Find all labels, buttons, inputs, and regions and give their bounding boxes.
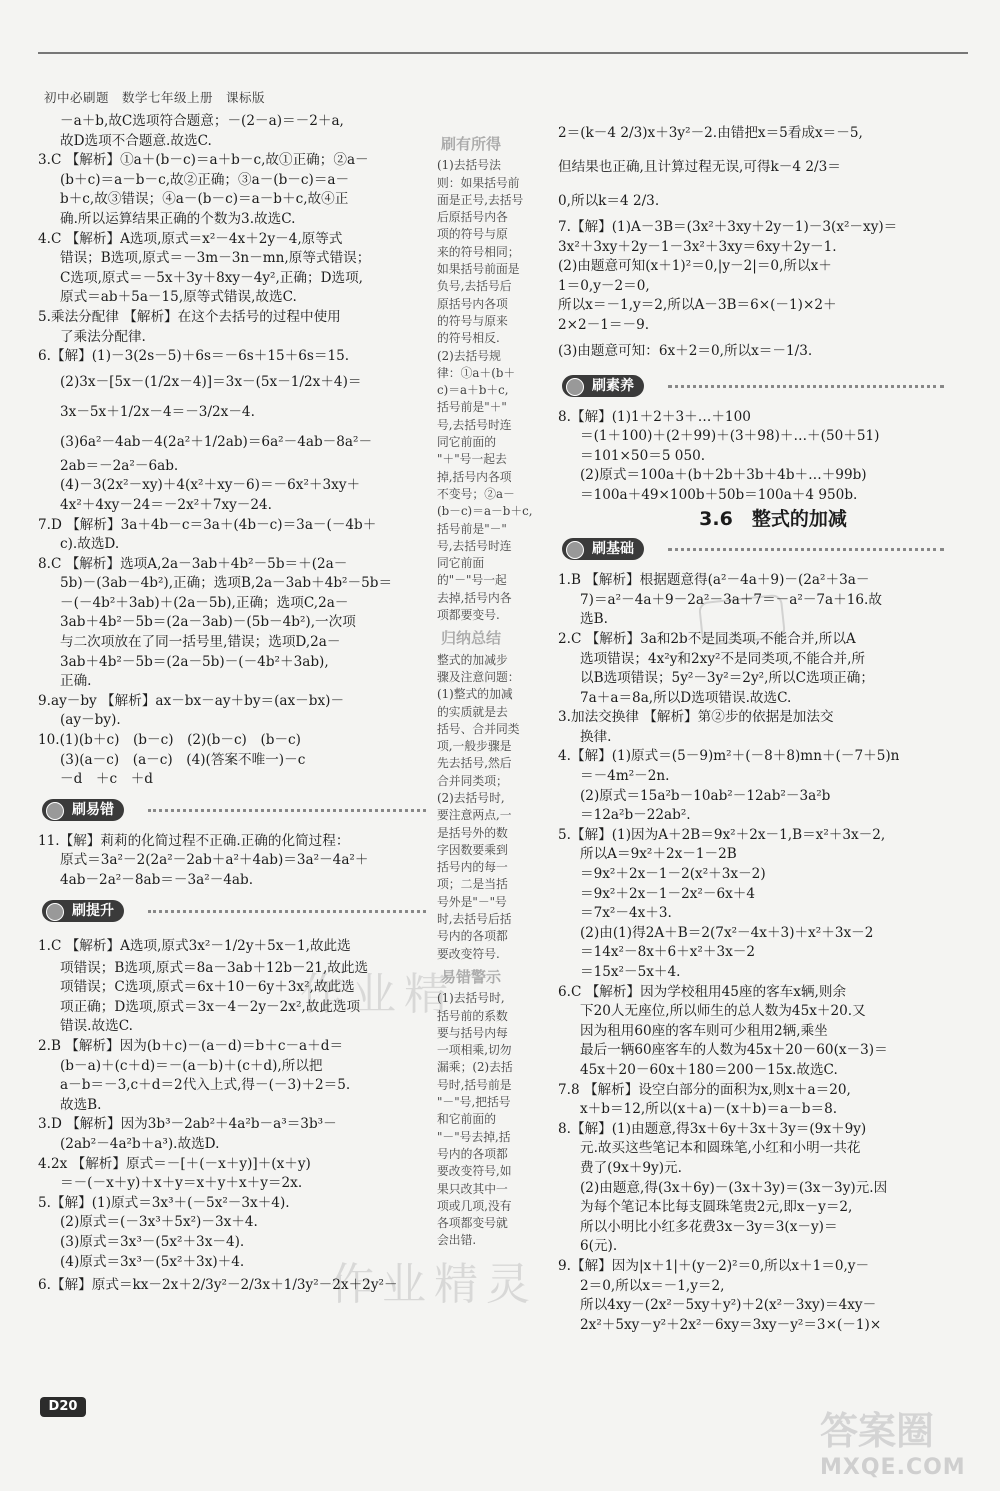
- answer-line: 原式＝ab＋5a－15,原等式错误,故选C.: [60, 289, 297, 306]
- answer-line: 45x＋20－60x＋180＝200－15x.故选C.: [580, 1061, 838, 1078]
- answer-line: (3)6a²－4ab－4(2a²＋1/2ab)＝6a²－4ab－8a²－: [60, 433, 373, 450]
- answer-line: 5.【解】(1)因为A＋2B＝9x²＋2x－1,B＝x²＋3x－2,: [558, 826, 886, 843]
- note-line: 原括号内各项: [437, 296, 508, 311]
- tag-band-suyang: [558, 372, 948, 400]
- answer-line: 故D选项不合题意.故选C.: [60, 132, 212, 149]
- answer-line: 1.C 【解析】A选项,原式3x²－1/2y＋5x－1,故此选: [38, 937, 351, 954]
- answer-line: 7.D 【解析】3a＋4b－c＝3a＋(4b－c)＝3a－(－4b＋: [38, 516, 377, 533]
- answer-line: 2＝0,所以x＝－1,y＝2,: [580, 1277, 725, 1294]
- note-block-a: [437, 157, 549, 624]
- note-line: (1)去括号时,: [437, 991, 505, 1006]
- note-line: 后原括号内各: [437, 210, 508, 225]
- watermark-site: MXQE.COM: [820, 1455, 966, 1480]
- answer-line: 11.【解】莉莉的化简过程不正确.正确的化简过程：: [38, 832, 350, 849]
- dotted-rule: [668, 548, 944, 551]
- note-line: 项；二是当括: [437, 877, 508, 892]
- answer-line: －(－4b²＋3ab)＋(2a－5b),正确；选项C,2a－: [60, 594, 349, 611]
- note-line: 是括号外的数: [437, 825, 508, 840]
- answer-line: 项正确；D选项,原式＝3x－4－2y－2x²,故此选项: [60, 998, 361, 1015]
- answer-line: ＝－4m²－2n.: [580, 768, 670, 785]
- answer-line: 选B.: [580, 611, 608, 628]
- note-line: 要注意两点,一: [437, 808, 512, 823]
- answer-line: 5.【解】(1)原式＝3x³＋(－5x²－3x＋4).: [38, 1194, 290, 1211]
- answer-line: (ay－by).: [60, 712, 121, 729]
- answer-line: ＝－(－x＋y)＋x＋y＝x＋y＋x＋y＝2x.: [60, 1175, 303, 1192]
- answer-line: 10.(1)(b＋c) (b－c) (2)(b－c) (b－c): [38, 732, 301, 749]
- note-line: (1)整式的加减: [437, 687, 513, 702]
- note-line: (2)去括号规: [437, 348, 501, 363]
- left-block-a: [38, 112, 430, 790]
- answer-line: 6(元).: [580, 1238, 618, 1255]
- answer-line: 8.【解】(1)由题意,得3x＋6y＋3x＋3y＝(9x＋9y): [558, 1120, 867, 1137]
- answer-line: ＝101×50＝5 050.: [580, 447, 706, 464]
- answer-line: ＝9x²＋2x－1－2x²－6x＋4: [580, 885, 756, 902]
- answer-line: 7.【解】(1)A－3B＝(3x²＋3xy＋2y－1)－3(x²－xy)＝: [558, 219, 898, 235]
- note-line: "－"号,把括号: [437, 1095, 511, 1110]
- note-line: 括号内的每一: [437, 860, 508, 875]
- answer-line: 以B选项错误；5y²－3y²＝2y²,所以C选项正确；: [580, 670, 874, 687]
- answer-line: 4x²＋4xy－24＝－2x²＋7xy－24.: [60, 496, 272, 513]
- note-line: 号内的各项都: [437, 929, 508, 944]
- note-title: 归纳总结: [441, 629, 502, 648]
- answer-line: (b＋c)＝a－b－c,故②正确；③a－(b－c)＝a－: [60, 171, 350, 188]
- answer-line: 为每个笔记本比每支圆珠笔贵2元,即x－y＝2,: [580, 1199, 853, 1216]
- answer-line: (3)原式＝3x³－(5x²＋3x－4).: [60, 1233, 245, 1250]
- answer-line: ＝15x²－5x＋4.: [580, 964, 681, 980]
- answer-line: (2)由(1)得2A＋B＝2(7x²－4x＋3)＋x²＋3x－2: [580, 924, 874, 941]
- dotted-rule: [148, 809, 426, 812]
- note-line: 掉,括号内各项: [437, 469, 512, 484]
- left-block-c: [38, 933, 430, 1299]
- answer-line: 3.加法交换律 【解析】第②步的依据是加法交: [558, 709, 834, 726]
- answer-line: ＝14x²－8x＋6＋x²＋3x－2: [580, 944, 756, 961]
- dotted-rule: [148, 910, 426, 913]
- note-block-c: [437, 990, 549, 1249]
- note-line: "＋"号一起去: [437, 452, 507, 467]
- watermark-main: 答案圈: [820, 1409, 935, 1453]
- right-column: [558, 116, 948, 1335]
- note-line: 如果括号前面是: [437, 262, 520, 277]
- note-line: 去掉,括号内各: [437, 590, 512, 605]
- note-title: 刷有所得: [441, 135, 502, 153]
- ghost-watermark-1: 作业精: [300, 969, 456, 1020]
- note-line: 骤及注意问题：: [437, 669, 520, 684]
- note-line: 来的符号相同；: [437, 244, 520, 259]
- answer-line: 了乘法分配律.: [60, 328, 146, 345]
- answer-line: 4.【解】(1)原式＝(5－9)m²＋(－8＋8)mn＋(－7＋5)n: [558, 748, 900, 765]
- answer-line: 2×2－1＝－9.: [558, 316, 650, 333]
- answer-line: b＋c,故③错误；④a－(b－c)＝a－b＋c,故④正: [60, 191, 349, 208]
- answer-line: 项错误；C选项,原式＝6x＋10－6y＋3x²,故此选: [60, 979, 355, 996]
- side-notes: [437, 130, 549, 1250]
- note-line: 先去括号,然后: [437, 756, 512, 771]
- answer-line: 3ab＋4b²－5b＝(2a－5b)－(－4b²＋3ab),: [60, 653, 329, 670]
- tag-label: 刷素养: [562, 375, 644, 397]
- note-line: (2)去括号时,: [437, 790, 505, 805]
- answer-line: 正确.: [60, 673, 92, 690]
- note-block-b: [437, 652, 549, 963]
- answer-line: (3)(a－c) (a－c) (4)(答案不唯一)－c: [60, 751, 306, 768]
- note-line: 负号,去括号后: [437, 279, 512, 294]
- answer-line: 2ab＝－2a²－6ab.: [60, 457, 179, 474]
- answer-line: 所以x＝－1,y＝2,所以A－3B＝6×(－1)×2＋: [558, 297, 837, 314]
- answer-line: 费了(9x＋9y)元.: [580, 1159, 682, 1176]
- left-block-b: [38, 832, 430, 891]
- tag-band-yicuo: [38, 796, 430, 824]
- answer-line: 故选B.: [60, 1096, 102, 1113]
- answer-line: 6.C 【解析】因为学校租用45座的客车x辆,则余: [558, 983, 847, 1000]
- answer-line: 项错误；B选项,原式＝8a－3ab＋12b－21,故此选: [60, 959, 369, 976]
- answer-line: ＝(1＋100)＋(2＋99)＋(3＋98)＋…＋(50＋51): [580, 428, 880, 445]
- note-line: 括号前的系数: [437, 1008, 508, 1023]
- note-line: 号时,括号前是: [437, 1077, 512, 1092]
- note-line: 律：①a＋(b＋: [437, 365, 516, 380]
- answer-line: (b－a)＋(c＋d)＝－(a－b)＋(c＋d),所以把: [60, 1057, 323, 1074]
- answer-line: (2)原式＝(－3x³＋5x²)－3x＋4.: [60, 1214, 258, 1231]
- answer-line: 3.C 【解析】①a＋(b－c)＝a＋b－c,故①正确；②a－: [38, 152, 369, 169]
- right-block-c: [558, 571, 948, 1335]
- answer-line: 7)＝a²－4a＋9－2a²－3a＋7＝－a²－7a＋16.故: [580, 591, 882, 608]
- answer-line: 确.所以运算结果正确的个数为3.故选C.: [60, 210, 296, 227]
- answer-line: 与二次项放在了同一括号里,错误；选项D,2a－: [60, 634, 341, 651]
- ghost-watermark-2: 作业精灵: [330, 1259, 538, 1310]
- note-line: 同它前面的: [437, 435, 496, 450]
- answer-line: C选项,原式＝－5x＋3y＋8xy－4y²,正确；D选项,: [60, 269, 363, 286]
- answer-line: 9.ay－by 【解析】ax－bx－ay＋by＝(ax－bx)－: [38, 692, 345, 709]
- right-block-a: [558, 116, 948, 366]
- answer-line: (4)原式＝3x³－(5x²＋3x)＋4.: [60, 1253, 245, 1270]
- answer-line: c).故选D.: [60, 536, 120, 553]
- note-line: 号内的各项都: [437, 1146, 508, 1161]
- answer-line: a－b＝－3,c＋d＝2代入上式,得－(－3)＋2＝5.: [60, 1077, 351, 1094]
- answer-line: 3x²＋3xy＋2y－1－3x²＋3xy＝6xy＋2y－1.: [558, 238, 837, 255]
- note-line: 项或几项,没有: [437, 1198, 512, 1213]
- answer-line: 最后一辆60座客车的人数为45x＋20－60(x－3)＝: [580, 1042, 888, 1059]
- answer-line: 原式＝3a²－2(2a²－2ab＋a²＋4ab)＝3a²－4a²＋: [60, 852, 369, 869]
- tag-label: 刷提升: [42, 900, 124, 922]
- answer-line: 6.【解】(1)－3(2s－5)＋6s＝－6s＋15＋6s＝15.: [38, 348, 350, 365]
- note-line: 整式的加减步: [437, 652, 508, 667]
- answer-line: ＝7x²－4x＋3.: [580, 905, 672, 922]
- top-rule: [38, 52, 968, 54]
- note-line: 会出错.: [437, 1233, 477, 1248]
- left-column: [38, 112, 430, 1298]
- note-line: 括号前是"－": [437, 521, 507, 536]
- answer-line: 元.故买这些笔记本和圆珠笔,小红和小明一共花: [580, 1140, 861, 1157]
- answer-line: 3x－5x＋1/2x－4＝－3/2x－4.: [60, 403, 255, 420]
- answer-line: 所以A＝9x²＋2x－1－2B: [580, 846, 737, 863]
- answer-line: 所以小明比小红多花费3x－3y＝3(x－y)＝: [580, 1218, 838, 1235]
- note-line: 和它前面的: [437, 1112, 496, 1127]
- note-line: 面是正号,去括号: [437, 192, 524, 207]
- answer-line: 2.B 【解析】因为(b＋c)－(a－d)＝b＋c－a＋d＝: [38, 1037, 344, 1054]
- answer-line: 换律.: [580, 728, 612, 745]
- answer-line: 4.2x 【解析】原式＝－[＋(－x＋y)]＋(x＋y): [38, 1155, 311, 1172]
- dotted-rule: [668, 385, 944, 388]
- note-line: 的符号与原来: [437, 313, 508, 328]
- answer-line: 因为租用60座的客车则可少租用2辆,乘坐: [580, 1022, 828, 1039]
- answer-line: x＋b＝12,所以(x＋a)－(x＋b)＝a－b＝8.: [580, 1101, 838, 1118]
- answer-line: (3)由题意可知：6x＋2＝0,所以x＝－1/3.: [558, 342, 813, 359]
- note-line: 不变号；②a－: [437, 486, 515, 501]
- page-number: D20: [40, 1397, 86, 1417]
- note-line: 则：如果括号前: [437, 175, 520, 190]
- answer-line: 5.乘法分配律 【解析】在这个去括号的过程中使用: [38, 308, 341, 325]
- note-line: c)＝a＋b＋c,: [437, 383, 509, 398]
- right-block-b: [558, 408, 948, 506]
- tag-label: 刷易错: [42, 799, 124, 821]
- answer-line: 错误；B选项,原式＝－3m－3n－mn,原等式错误；: [60, 250, 371, 267]
- note-line: 号外是"－"号: [437, 894, 507, 909]
- note-line: "－"号去掉,括: [437, 1129, 511, 1144]
- note-line: 的"－"号一起: [437, 573, 507, 588]
- tag-label: 刷基础: [562, 538, 644, 560]
- note-line: 时,去括号后括: [437, 912, 512, 927]
- note-line: (1)去括号法: [437, 158, 501, 173]
- answer-line: －a＋b,故C选项符合题意；－(2－a)＝－2＋a,: [60, 113, 344, 129]
- answer-line: (2)由题意可知(x＋1)²＝0,|y－2|＝0,所以x＋: [558, 258, 832, 275]
- answer-line: 4.C 【解析】A选项,原式＝x²－4x＋2y－4,原等式: [38, 230, 343, 247]
- answer-line: 5b)－(3ab－4b²),正确；选项B,2a－3ab＋4b²－5b＝: [60, 575, 393, 592]
- note-line: (b－c)＝a－b＋c,: [437, 504, 533, 519]
- note-line: 合并同类项；: [437, 773, 508, 788]
- answer-line: 2＝(k－4 2/3)x＋3y²－2.由错把x＝5看成x＝－5,: [558, 125, 863, 141]
- answer-line: 1＝0,y－2＝0,: [558, 277, 650, 294]
- note-line: 号,去括号时连: [437, 538, 512, 553]
- answer-line: 2x²＋5xy－y²＋2x²－6xy＝3xy－y²＝3×(－1)×: [580, 1316, 882, 1333]
- note-line: 各项都变号就: [437, 1216, 508, 1231]
- answer-line: 所以4xy－(2x²－5xy＋y²)＋2(x²－3xy)＝4xy－: [580, 1297, 877, 1314]
- note-line: 项的符号与原: [437, 227, 508, 242]
- note-line: 果只改其中一: [437, 1181, 508, 1196]
- note-line: 的实质就是去: [437, 704, 508, 719]
- answer-line: (4)－3(2x²－xy)＋4(x²＋xy－6)＝－6x²＋3xy＋: [60, 477, 361, 494]
- answer-line: 7a＋a＝8a,所以D选项错误.故选C.: [580, 689, 792, 706]
- answer-line: 9.【解】因为|x＋1|＋(y－2)²＝0,所以x＋1＝0,y－: [558, 1257, 870, 1274]
- answer-line: 错误.故选C.: [60, 1018, 133, 1035]
- note-line: 要改变符号.: [437, 946, 500, 961]
- note-title: 易错警示: [441, 967, 502, 986]
- answer-line: (2)原式＝100a＋(b＋2b＋3b＋4b＋…＋99b): [580, 467, 867, 484]
- answer-line: 4ab－2a²－8ab＝－3a²－4ab.: [60, 872, 254, 888]
- note-line: 字因数要乘到: [437, 842, 508, 857]
- note-line: 项都要变号.: [437, 608, 500, 623]
- note-line: 一项相乘,切勿: [437, 1043, 512, 1058]
- answer-line: (2ab²－4a²b＋a³).故选D.: [60, 1135, 220, 1152]
- note-line: 同它前面: [437, 556, 485, 571]
- answer-line: 3.D 【解析】因为3b³－2ab²＋4a²b－a³＝3b³－: [38, 1116, 337, 1133]
- answer-line: ＝9x²＋2x－1－2(x²＋3x－2): [580, 866, 766, 883]
- running-header: 初中必刷题 数学七年级上册 课标版: [44, 90, 266, 105]
- answer-line: 0,所以k＝4 2/3.: [558, 193, 660, 209]
- answer-line: 1.B 【解析】根据题意得(a²－4a＋9)－(2a²＋3a－: [558, 572, 870, 589]
- tag-band-jichu: [558, 535, 948, 563]
- answer-line: 8.C 【解析】选项A,2a－3ab＋4b²－5b＝＋(2a－: [38, 555, 348, 572]
- answer-line: (2)3x－[5x－(1/2x－4)]＝3x－(5x－1/2x＋4)＝: [60, 373, 362, 390]
- answer-line: 下20人无座位,所以师生的总人数为45x＋20.又: [580, 1003, 866, 1020]
- answer-line: －d ＋c ＋d: [60, 771, 153, 788]
- answer-line: (2)原式＝15a²b－10ab²－12ab²－3a²b: [580, 787, 831, 804]
- note-line: 要改变符号,如: [437, 1164, 512, 1179]
- note-line: 括号前是"＋": [437, 400, 507, 415]
- answer-line: ＝12a²b－22ab².: [580, 807, 691, 824]
- answer-line: 但结果也正确,且计算过程无误,可得k－4 2/3＝: [558, 159, 841, 175]
- section-title: 3.6 整式的加减: [699, 507, 847, 530]
- answer-line: 7.8 【解析】设空白部分的面积为x,则x＋a＝20,: [558, 1081, 851, 1098]
- answer-line: (2)由题意,得(3x＋6y)－(3x＋3y)＝(3x－3y)元.因: [580, 1179, 888, 1196]
- answer-line: 选项错误；4x²y和2xy²不是同类项,不能合并,所: [580, 650, 866, 667]
- answer-line: 6.【解】原式＝kx－2x＋2/3y²－2/3x＋1/3y²－2x＋2y²－: [38, 1277, 398, 1294]
- tag-band-tisheng: [38, 897, 430, 925]
- answer-line: 2.C 【解析】3a和2b不是同类项,不能合并,所以A: [558, 630, 856, 647]
- note-line: 括号、合并同类: [437, 721, 520, 736]
- answer-line: ＝100a＋49×100b＋50b＝100a＋4 950b.: [580, 486, 858, 503]
- note-line: 漏乘；(2)去括: [437, 1060, 513, 1075]
- note-line: 的符号相反.: [437, 331, 500, 346]
- note-line: 项,一般步骤是: [437, 739, 512, 754]
- answer-line: 3ab＋4b²－5b＝(2a－3ab)－(5b－4b²),一次项: [60, 614, 356, 631]
- site-watermark: [820, 1400, 990, 1480]
- note-line: 要与括号内每: [437, 1025, 508, 1040]
- answer-line: 8.【解】(1)1＋2＋3＋…＋100: [558, 408, 751, 425]
- note-line: 号,去括号时连: [437, 417, 512, 432]
